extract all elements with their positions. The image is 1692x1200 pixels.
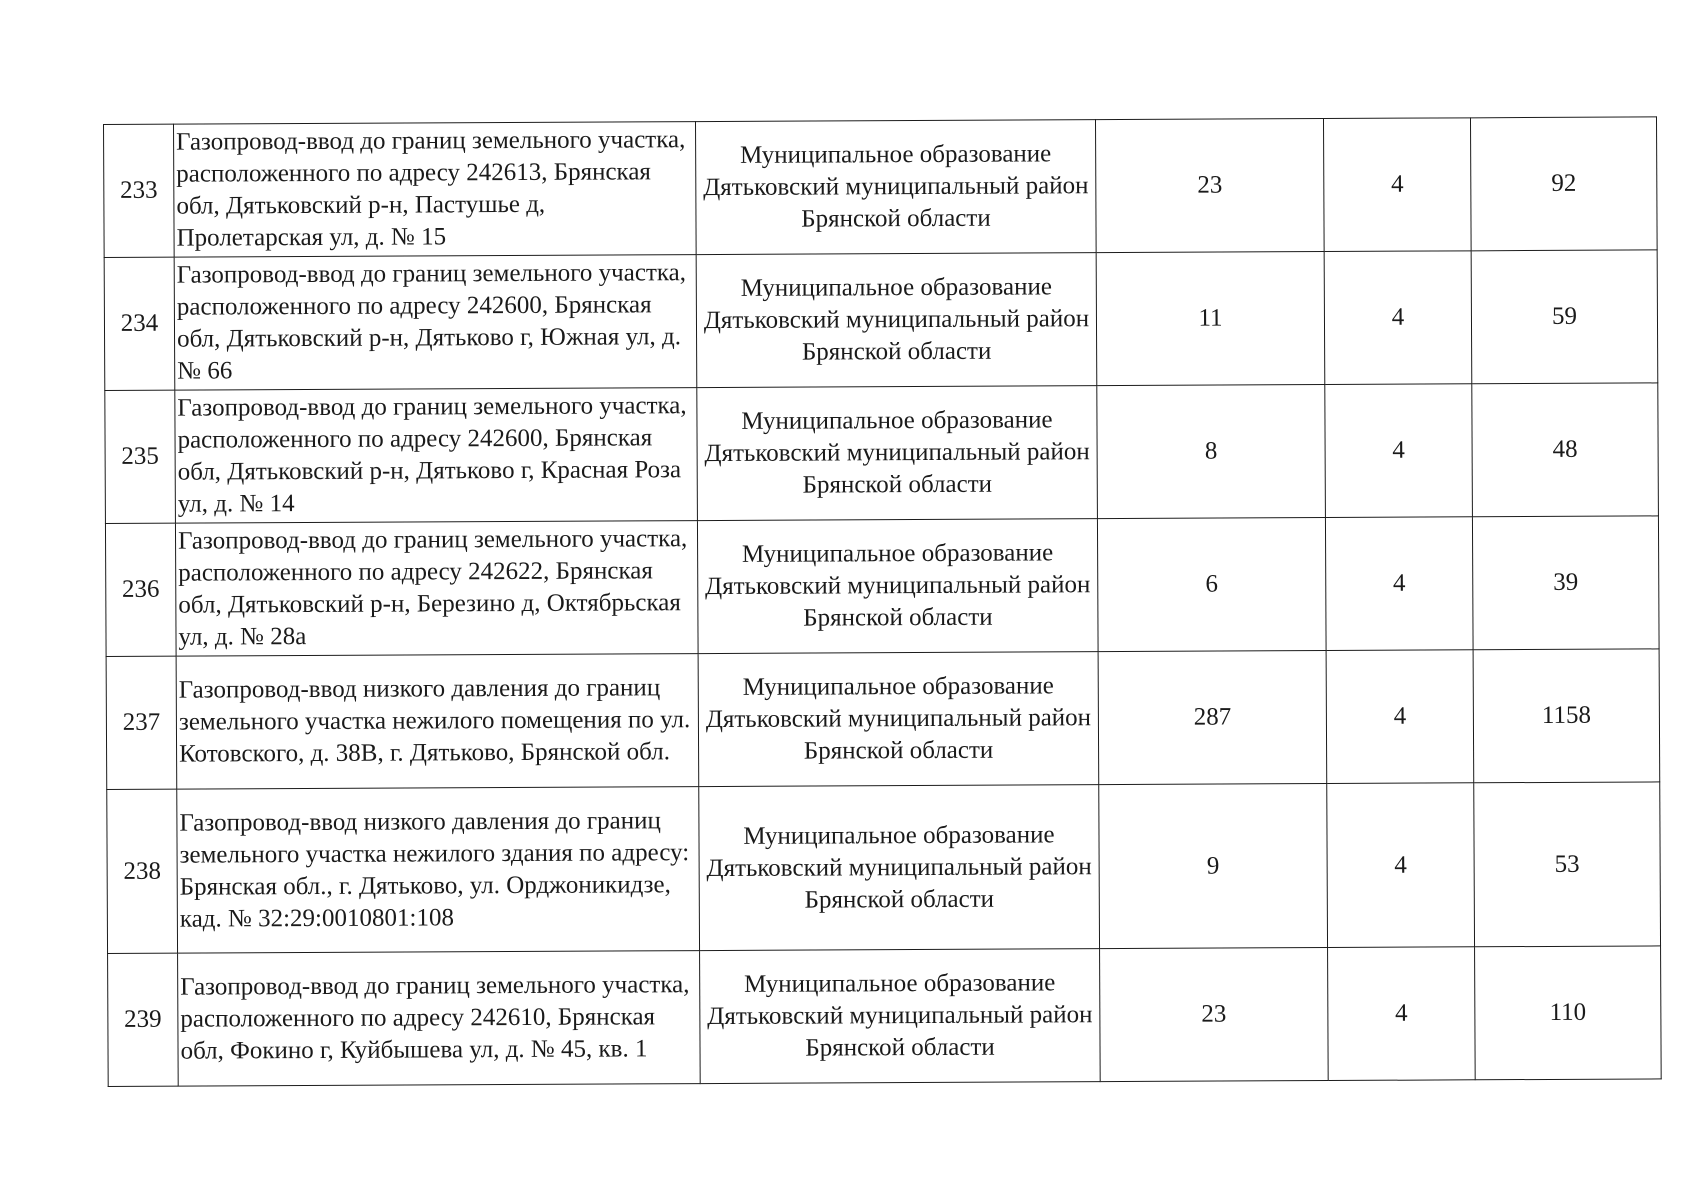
object-name: Газопровод-ввод до границ земельного участка, расположенного по адресу 242622, Брянская обл, Дятьковский р-н, Березино д, Октябрьская ул, д. № 28а [175,521,698,657]
value-cell: 4 [1324,251,1472,385]
row-number: 236 [105,523,176,656]
object-name: Газопровод-ввод до границ земельного участка, расположенного по адресу 242600, Брянская обл, Дятьковский р-н, Дятьково г, Красная Роза ул, д. № 14 [175,388,698,524]
length-cell: 6 [1097,518,1326,652]
table-row [108,946,1662,1087]
length-cell: 23 [1095,119,1324,253]
length-cell: 23 [1100,948,1329,1082]
row-number: 237 [106,656,177,789]
value-cell: 4 [1323,118,1471,252]
total-cell: 1158 [1473,649,1660,783]
object-name: Газопровод-ввод до границ земельного участка, расположенного по адресу 242600, Брянская обл, Дятьковский р-н, Дятьково г, Южная ул, д. № 66 [174,255,697,391]
row-number: 239 [108,953,179,1086]
value-cell: 4 [1328,947,1476,1081]
total-cell: 48 [1472,383,1659,517]
total-cell: 53 [1474,782,1661,947]
table-row [106,649,1660,790]
table-row [105,516,1659,657]
owner-cell: Муниципальное образование Дятьковский муниципальный район Брянской области [700,949,1101,1084]
owner-cell: Муниципальное образование Дятьковский муниципальный район Брянской области [699,785,1100,951]
table-row [104,250,1658,391]
object-name: Газопровод-ввод до границ земельного участка, расположенного по адресу 242613, Брянская обл, Дятьковский р-н, Пастушье д, Пролетарская ул, д. № 15 [174,122,697,258]
value-cell: 4 [1325,517,1473,651]
length-cell: 8 [1097,385,1326,519]
total-cell: 110 [1475,946,1662,1080]
value-cell: 4 [1326,650,1474,784]
table-row [104,117,1658,258]
total-cell: 92 [1470,117,1657,251]
row-number: 233 [104,124,175,257]
object-name: Газопровод-ввод низкого давления до границ земельного участка нежилого здания по адресу: Брянская обл., г. Дятьково, ул. Орджоникидзе, кад. № 32:29:0010801:108 [177,787,700,954]
object-name: Газопровод-ввод до границ земельного участка, расположенного по адресу 242610, Брянская обл, Фокино г, Куйбышева ул, д. № 45, кв. 1 [178,951,701,1087]
value-cell: 4 [1325,384,1473,518]
row-number: 235 [105,390,176,523]
object-name: Газопровод-ввод низкого давления до границ земельного участка нежилого помещения по ул. Котовского, д. 38В, г. Дятьково, Брянской обл. [176,654,699,790]
table-row [107,782,1661,954]
total-cell: 39 [1472,516,1659,650]
owner-cell: Муниципальное образование Дятьковский муниципальный район Брянской области [698,652,1099,787]
registry-table [103,116,1662,1087]
value-cell: 4 [1327,783,1475,948]
length-cell: 11 [1096,252,1325,386]
owner-cell: Муниципальное образование Дятьковский муниципальный район Брянской области [696,253,1097,388]
row-number: 238 [107,789,178,953]
row-number: 234 [104,257,175,390]
owner-cell: Муниципальное образование Дятьковский муниципальный район Брянской области [695,120,1096,255]
table-row [105,383,1659,524]
total-cell: 59 [1471,250,1658,384]
owner-cell: Муниципальное образование Дятьковский муниципальный район Брянской области [697,519,1098,654]
length-cell: 287 [1098,651,1327,785]
length-cell: 9 [1099,784,1328,949]
owner-cell: Муниципальное образование Дятьковский муниципальный район Брянской области [697,386,1098,521]
